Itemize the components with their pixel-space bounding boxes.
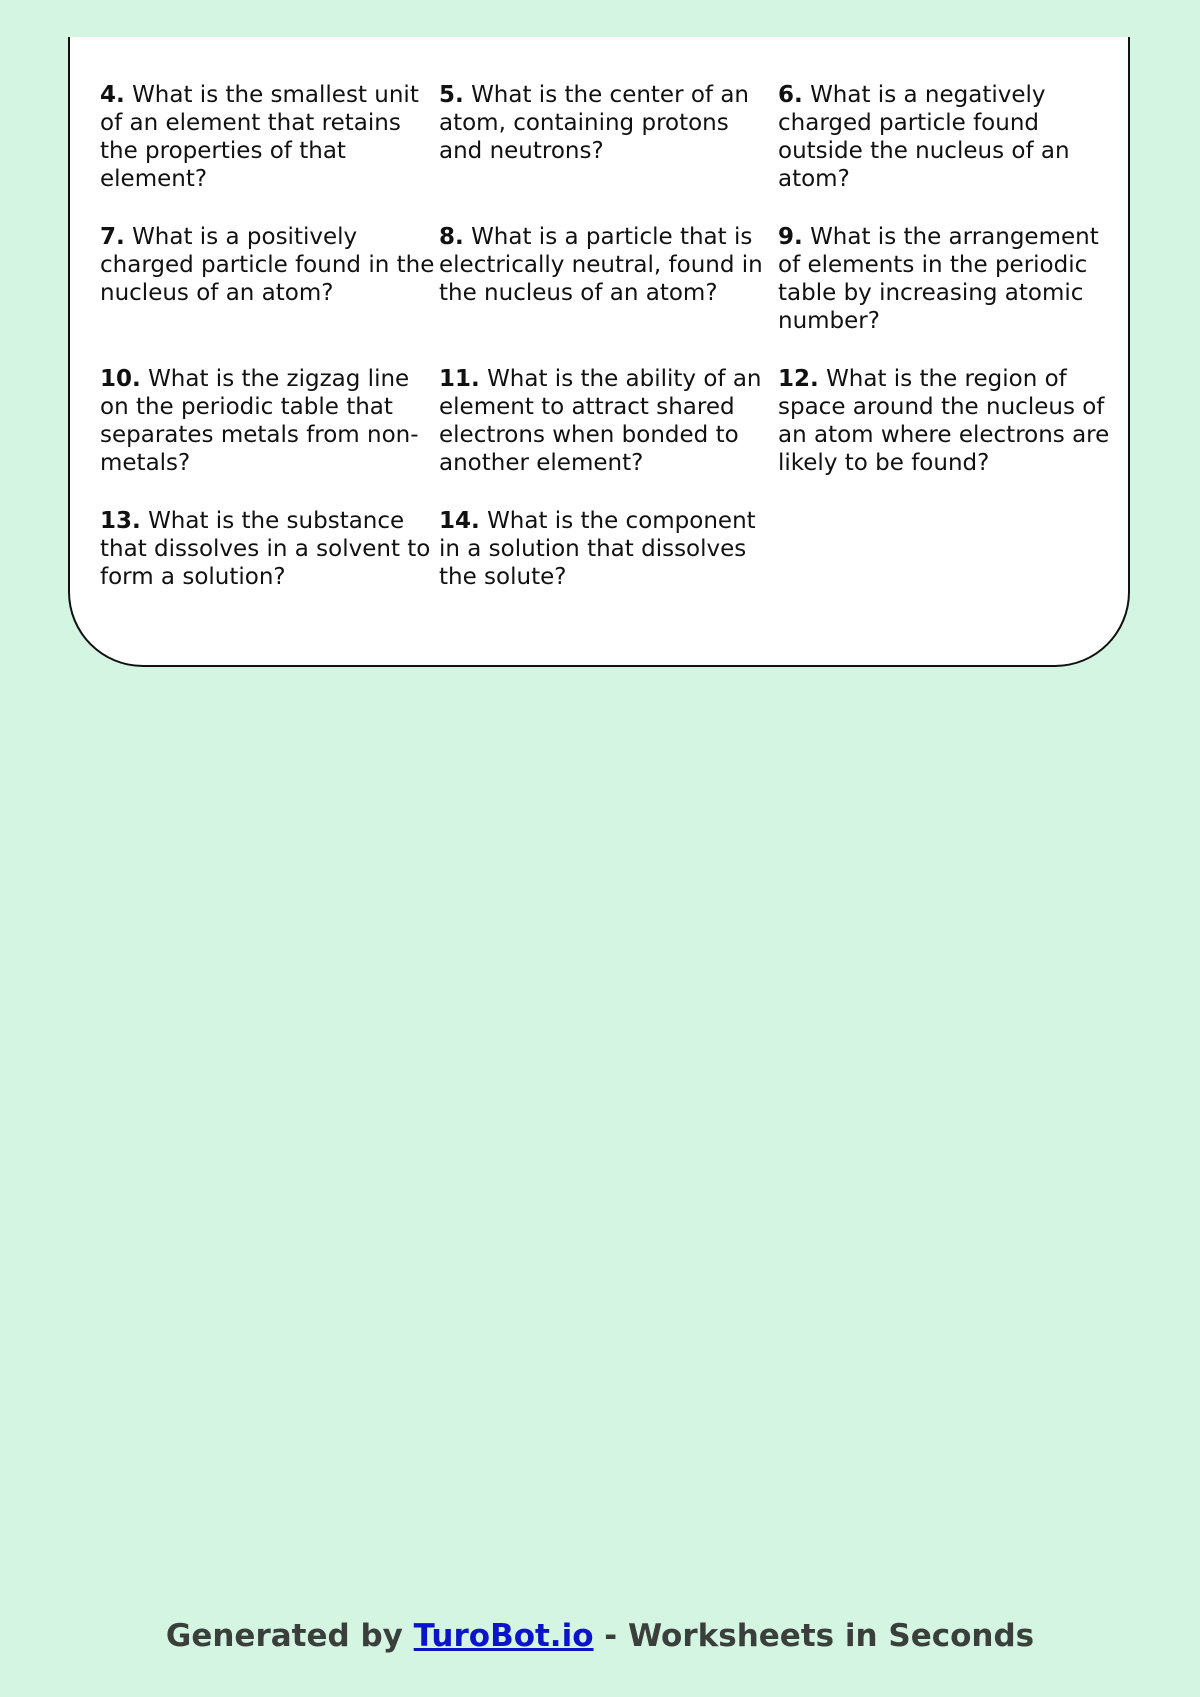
- question-text: What is a particle that is electrically neutral, found in the nucleus of an atom?: [439, 224, 763, 306]
- question-6: [778, 81, 1117, 193]
- question-text: What is the arrangement of elements in the periodic table by increasing atomic number?: [778, 224, 1099, 334]
- question-text: What is the ability of an element to attract shared electrons when bonded to another element?: [439, 366, 762, 476]
- question-number: 4.: [100, 82, 125, 108]
- question-number: 6.: [778, 82, 803, 108]
- question-8: [439, 223, 778, 335]
- question-number: 13.: [100, 508, 141, 534]
- question-grid: [100, 81, 1120, 591]
- question-number: 7.: [100, 224, 125, 250]
- question-number: 10.: [100, 366, 141, 392]
- turobot-link[interactable]: TuroBot.io: [413, 1618, 594, 1654]
- question-4: [100, 81, 439, 193]
- question-9: [778, 223, 1117, 335]
- question-card: [68, 37, 1130, 667]
- question-text: What is the component in a solution that dissolves the solute?: [439, 508, 756, 590]
- question-11: [439, 365, 778, 477]
- footer: [0, 1618, 1200, 1654]
- question-number: 5.: [439, 82, 464, 108]
- question-text: What is the region of space around the nucleus of an atom where electrons are likely to be found?: [778, 366, 1110, 476]
- question-12: [778, 365, 1117, 477]
- question-number: 8.: [439, 224, 464, 250]
- question-text: What is the substance that dissolves in a solvent to form a solution?: [100, 508, 431, 590]
- question-7: [100, 223, 439, 335]
- question-5: [439, 81, 778, 193]
- question-number: 11.: [439, 366, 480, 392]
- footer-prefix: Generated by: [165, 1618, 414, 1654]
- footer-suffix: - Worksheets in Seconds: [593, 1618, 1035, 1654]
- question-10: [100, 365, 439, 477]
- question-text: What is a negatively charged particle found outside the nucleus of an atom?: [778, 82, 1070, 192]
- question-14: [439, 507, 778, 591]
- question-13: [100, 507, 439, 591]
- question-text: What is the smallest unit of an element that retains the properties of that element?: [100, 82, 419, 192]
- question-text: What is the center of an atom, containing protons and neutrons?: [439, 82, 750, 164]
- question-text: What is a positively charged particle found in the nucleus of an atom?: [100, 224, 435, 306]
- question-number: 9.: [778, 224, 803, 250]
- question-number: 14.: [439, 508, 480, 534]
- question-number: 12.: [778, 366, 819, 392]
- question-text: What is the zigzag line on the periodic table that separates metals from non-metals?: [100, 366, 419, 476]
